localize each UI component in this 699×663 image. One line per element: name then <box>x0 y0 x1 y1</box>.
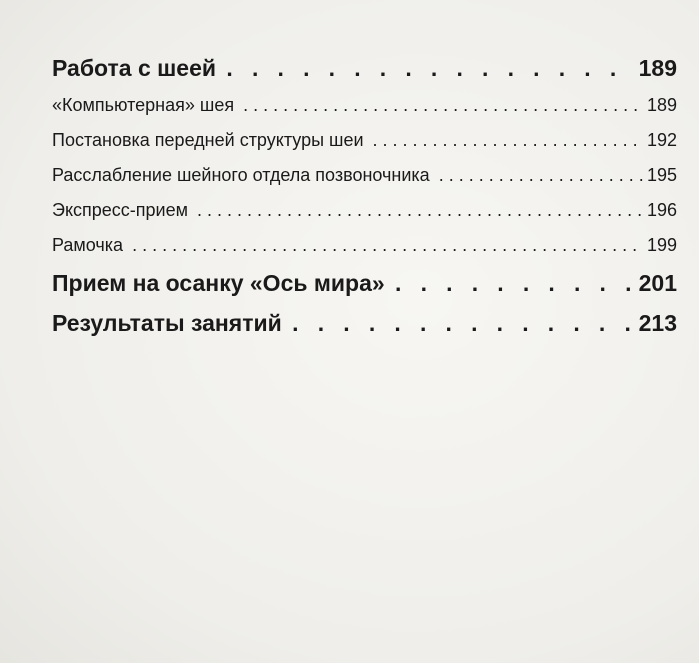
toc-page-number: 201 <box>638 270 677 296</box>
toc-page-number: 199 <box>646 235 677 255</box>
toc-title: Работа с шеей <box>52 55 217 81</box>
toc-leader-dots <box>286 303 635 343</box>
toc-page-number: 189 <box>638 55 677 81</box>
toc-row <box>52 48 677 88</box>
toc-row <box>52 303 677 343</box>
toc-row <box>52 193 677 228</box>
toc-title: Рамочка <box>52 235 124 255</box>
toc-page-number: 189 <box>646 95 677 115</box>
toc-title: Постановка передней структуры шеи <box>52 130 364 150</box>
toc-row <box>52 88 677 123</box>
toc-leader-dots <box>220 48 635 88</box>
toc-row <box>52 158 677 193</box>
toc-row <box>52 123 677 158</box>
toc-title: Расслабление шейного отдела позвоночника <box>52 165 430 185</box>
toc-leader-dots <box>389 263 635 303</box>
toc-title: «Компьютерная» шея <box>52 95 235 115</box>
toc-page-number: 192 <box>646 130 677 150</box>
toc-leader-dots <box>238 88 643 123</box>
toc-leader-dots <box>192 193 643 228</box>
toc-row <box>52 263 677 303</box>
toc-title: Экспресс-прием <box>52 200 188 220</box>
toc-leader-dots <box>434 158 643 193</box>
toc-title: Результаты занятий <box>52 310 282 336</box>
toc-row <box>52 228 677 263</box>
toc-page-number: 213 <box>638 310 677 336</box>
toc-title: Прием на осанку «Ось мира» <box>52 270 385 296</box>
toc-page-number: 195 <box>646 165 677 185</box>
toc-page-number: 196 <box>646 200 677 220</box>
toc-leader-dots <box>127 228 643 263</box>
toc-leader-dots <box>368 123 643 158</box>
table-of-contents <box>52 48 677 343</box>
